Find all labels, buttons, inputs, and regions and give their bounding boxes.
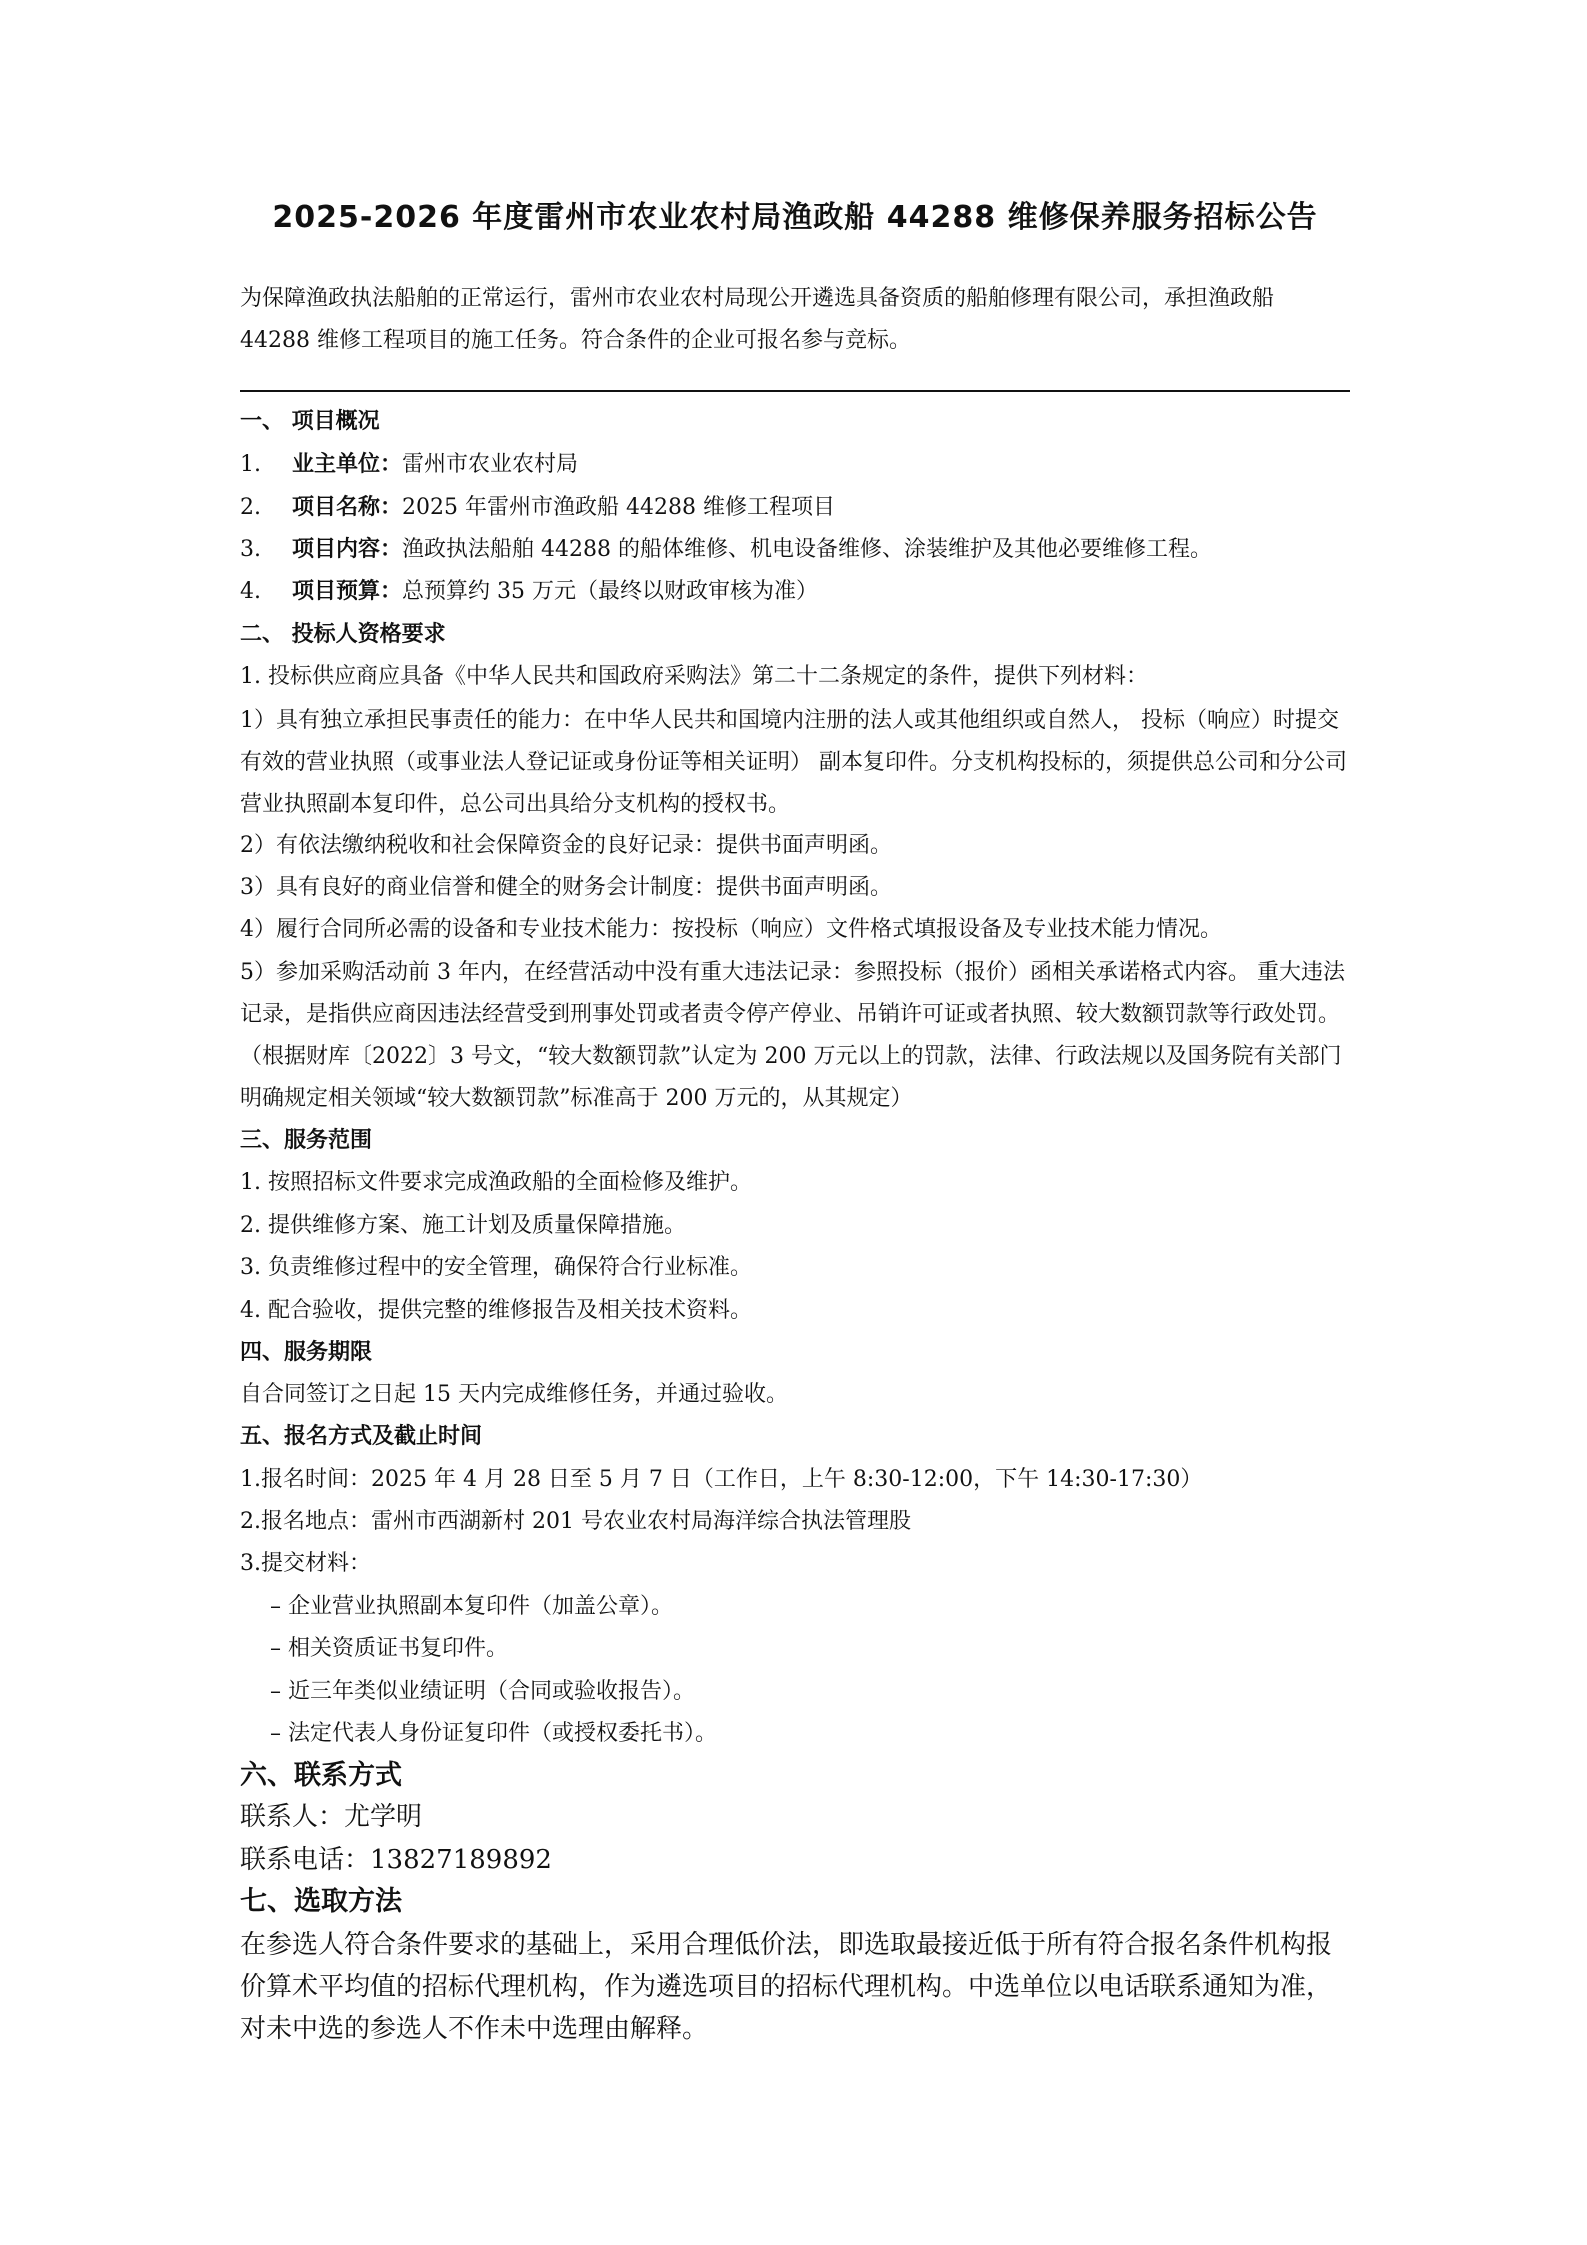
section-1-heading: 一、 项目概况	[240, 409, 380, 434]
item-number: 2.	[240, 495, 261, 520]
item-number: 1.	[240, 452, 261, 477]
item-label: 项目名称：	[292, 495, 403, 520]
s2-requirement-1: 1）具有独立承担民事责任的能力：在中华人民共和国境内注册的法人或其他组织或自然人， 投标（响应）时提交有效的营业执照（或事业法人登记证或身份证等相关证明） 副本复印件。分支机构投标的，须提供总公司和分公司营业执照副本复印件，总公司出具给分支机构的授权书。	[240, 708, 1347, 817]
s5-signup-time: 1.报名时间：2025 年 4 月 28 日至 5 月 7 日（工作日，上午 8:30-12:00，下午 14:30-17:30）	[240, 1467, 1203, 1492]
s2-requirement-2: 2）有依法缴纳税收和社会保障资金的良好记录：提供书面声明函。	[240, 833, 892, 858]
section-3-heading: 三、服务范围	[240, 1128, 373, 1153]
section-7-heading: 七、选取方法	[240, 1886, 402, 1917]
item-label: 项目预算：	[292, 579, 403, 604]
s1-item-4	[240, 577, 818, 607]
s5-material-item: – 法定代表人身份证复印件（或授权委托书）。	[270, 1721, 717, 1746]
section-2-heading: 二、 投标人资格要求	[240, 622, 446, 647]
section-6-heading: 六、联系方式	[240, 1760, 402, 1791]
s2-lead: 1. 投标供应商应具备《中华人民共和国政府采购法》第二十二条规定的条件，提供下列材料：	[240, 664, 1148, 689]
s4-text: 自合同签订之日起 15 天内完成维修任务，并通过验收。	[240, 1382, 788, 1407]
intro-paragraph: 为保障渔政执法船舶的正常运行，雷州市农业农村局现公开遴选具备资质的船舶修理有限公司，承担渔政船 44288 维修工程项目的施工任务。符合条件的企业可报名参与竞标。	[240, 286, 1275, 353]
s5-materials-label: 3.提交材料：	[240, 1551, 371, 1576]
s5-material-item: – 相关资质证书复印件。	[270, 1636, 508, 1661]
s6-contact-phone: 联系电话：13827189892	[240, 1845, 552, 1875]
s1-item-3	[240, 535, 1212, 565]
divider	[240, 390, 1350, 392]
s2-requirement-3: 3）具有良好的商业信誉和健全的财务会计制度：提供书面声明函。	[240, 875, 892, 900]
item-text: 渔政执法船舶 44288 的船体维修、机电设备维修、涂装维护及其他必要维修工程。	[402, 537, 1212, 562]
s2-requirement-5: 5）参加采购活动前 3 年内，在经营活动中没有重大违法记录：参照投标（报价）函相关承诺格式内容。 重大违法记录，是指供应商因违法经营受到刑事处罚或者责令停产停业、吊销许可证或者执照、较大数额罚款等行政处罚。（根据财库〔2022〕3 号文，“较大数额罚款”认定为 200 万元以上的罚款，法律、行政法规以及国务院有关部门明确规定相关领域“较大数额罚款”标准高于 200 万元的，从其规定）	[240, 960, 1345, 1111]
item-text: 雷州市农业农村局	[402, 452, 579, 477]
s6-contact-person: 联系人：尤学明	[240, 1802, 423, 1832]
s5-signup-place: 2.报名地点：雷州市西湖新村 201 号农业农村局海洋综合执法管理股	[240, 1509, 911, 1534]
s3-item: 3. 负责维修过程中的安全管理，确保符合行业标准。	[240, 1255, 752, 1280]
s3-item: 2. 提供维修方案、施工计划及质量保障措施。	[240, 1213, 686, 1238]
s5-material-item: – 企业营业执照副本复印件（加盖公章）。	[270, 1594, 673, 1619]
s5-material-item: – 近三年类似业绩证明（合同或验收报告）。	[270, 1679, 695, 1704]
item-number: 4.	[240, 579, 261, 604]
s1-item-2	[240, 493, 835, 523]
s3-item: 4. 配合验收，提供完整的维修报告及相关技术资料。	[240, 1298, 752, 1323]
item-number: 3.	[240, 537, 261, 562]
item-text: 2025 年雷州市渔政船 44288 维修工程项目	[402, 495, 835, 520]
item-label: 项目内容：	[292, 537, 403, 562]
s7-text: 在参选人符合条件要求的基础上，采用合理低价法，即选取最接近低于所有符合报名条件机构报价算术平均值的招标代理机构，作为遴选项目的招标代理机构。中选单位以电话联系通知为准，对未中选的参选人不作未中选理由解释。	[240, 1930, 1333, 2044]
section-5-heading: 五、报名方式及截止时间	[240, 1424, 483, 1449]
document-title: 2025-2026 年度雷州市农业农村局渔政船 44288 维修保养服务招标公告	[272, 200, 1318, 235]
section-4-heading: 四、服务期限	[240, 1340, 373, 1365]
s3-item: 1. 按照招标文件要求完成渔政船的全面检修及维护。	[240, 1170, 752, 1195]
item-label: 业主单位：	[292, 452, 403, 477]
item-text: 总预算约 35 万元（最终以财政审核为准）	[402, 579, 818, 604]
s2-requirement-4: 4）履行合同所必需的设备和专业技术能力：按投标（响应）文件格式填报设备及专业技术能力情况。	[240, 917, 1223, 942]
s1-item-1	[240, 450, 578, 480]
